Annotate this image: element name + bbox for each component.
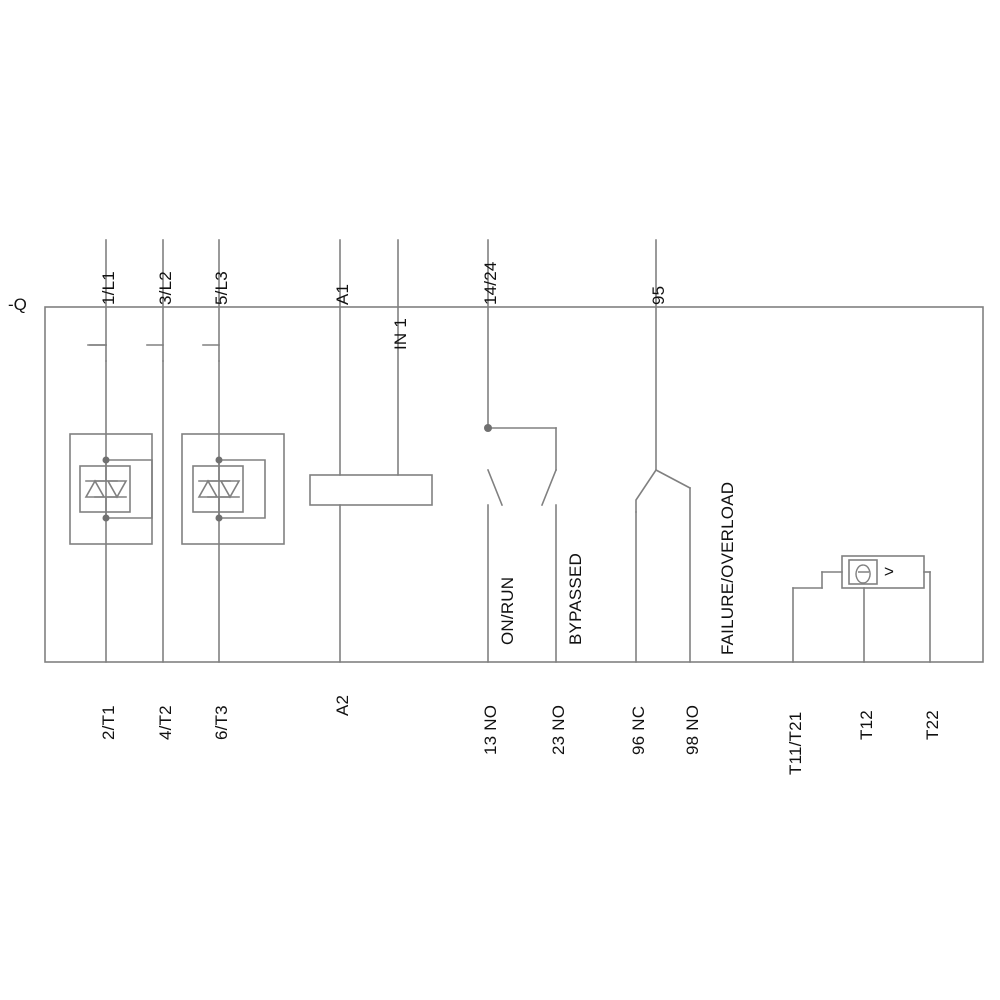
terminal-label-96-nc: 96 NC [629,705,648,755]
thyristor-pair-2-box [193,466,243,512]
terminal-label-98-no: 98 NO [683,704,702,755]
terminal-label-3-l2: 3/L2 [156,271,175,305]
control-unit-box [310,475,432,505]
device-tag: -Q [8,295,27,314]
contact-hook-l2 [147,345,163,361]
thyristor-block-2-outline [182,434,284,544]
terminal-label-14-24: 14/24 [481,261,500,305]
thyristor-2b-symbol [221,481,239,497]
contact-hook-l1 [90,345,106,361]
contact-hook-l3 [203,345,219,361]
function-label-on-run: ON/RUN [498,576,517,645]
terminal-label-5-l3: 5/L3 [212,271,231,305]
terminal-label-t11-t21: T11/T21 [786,711,805,775]
terminal-label-13-no: 13 NO [481,704,500,755]
terminal-label-23-no: 23 NO [549,704,568,755]
contact-13-blade [488,470,502,505]
contact-23-blade [542,470,556,505]
junction-node-14-24 [484,424,492,432]
thermistor-greater-symbol: > [884,562,894,581]
junction-node-thy2-top [216,457,223,464]
function-label-failure-overload: FAILURE/OVERLOAD [718,481,737,655]
thermistor-theta-glyph [856,565,870,583]
junction-node-thy2-bottom [216,515,223,522]
junction-node-thy1-top [103,457,110,464]
thyristor-1a-symbol [86,481,104,497]
contact-98-lead [656,470,690,488]
terminal-label-a1: A1 [333,283,352,305]
terminal-label-in1: IN 1 [391,318,410,350]
thyristor-block-1-outline [70,434,152,544]
function-label-bypassed: BYPASSED [566,553,585,645]
terminal-label-6-t3: 6/T3 [212,705,231,740]
terminal-label-4-t2: 4/T2 [156,705,175,740]
terminal-label-2-t1: 2/T1 [99,705,118,740]
terminal-label-t12: T12 [857,710,876,740]
thyristor-2a-symbol [199,481,217,497]
junction-node-thy1-bottom [103,515,110,522]
thyristor-pair-1-box [80,466,130,512]
thyristor-1b-symbol [108,481,126,497]
terminal-label-a2: A2 [333,694,352,716]
terminal-label-t22: T22 [923,710,942,740]
terminal-label-1-l1: 1/L1 [99,271,118,305]
terminal-label-95: 95 [649,285,668,305]
contact-95-blade [636,470,656,512]
